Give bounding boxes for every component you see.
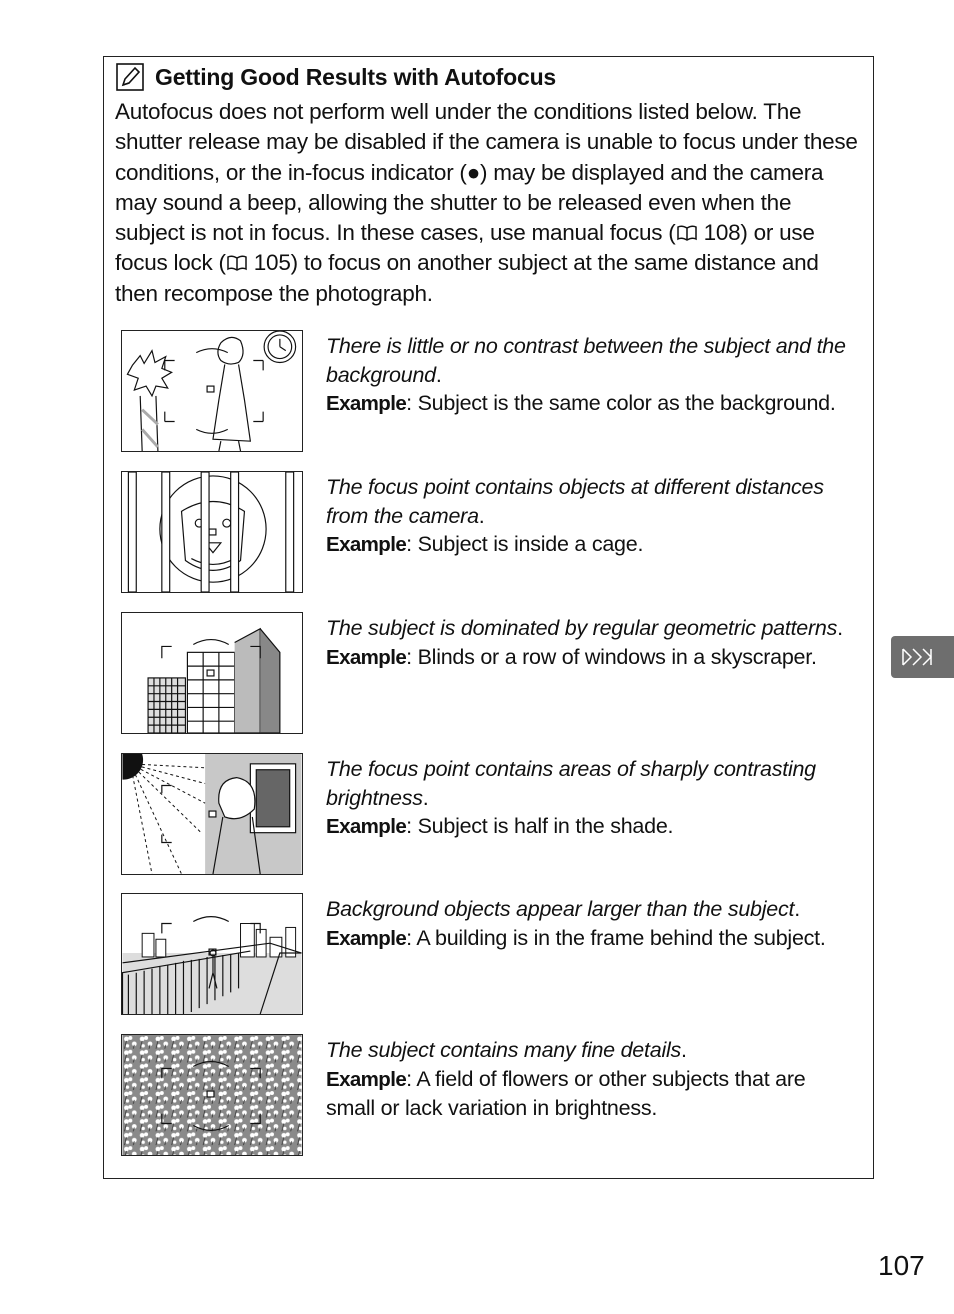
flower-field-illustration (121, 1034, 303, 1156)
condition-title: Background objects appear larger than the subject. (326, 897, 800, 921)
page-reference-icon (676, 224, 698, 242)
condition-title: The subject is dominated by regular geometric patterns. (326, 616, 843, 640)
condition-row (121, 1034, 861, 1158)
condition-row (121, 471, 861, 595)
intro-text-a: Autofocus does not perform well under the conditions listed below. The shutter release may be disabled if the camera is unable to focus under these conditions, or the in-focus indicator ( (115, 99, 858, 185)
condition-text (326, 332, 846, 419)
condition-text (326, 1036, 846, 1123)
condition-title: The focus point contains areas of sharply contrasting brightness. (326, 757, 816, 810)
shade-illustration (121, 753, 303, 875)
cage-illustration (121, 471, 303, 593)
condition-text (326, 755, 846, 842)
note-title: Getting Good Results with Autofocus (155, 63, 557, 90)
condition-example: Example: Subject is half in the shade. (326, 814, 674, 839)
note-box (103, 56, 874, 1179)
intro-ref-focus-lock: 105) to focus on another subject at the same distance and then recompose the photograph. (115, 250, 819, 306)
note-header (116, 63, 556, 91)
chapter-side-tab (891, 636, 954, 678)
condition-example: Example: Blinds or a row of windows in a skyscraper. (326, 644, 817, 669)
pencil-note-icon (116, 63, 144, 91)
shooting-chapter-icon (901, 646, 933, 668)
condition-text (326, 614, 846, 672)
condition-text (326, 895, 846, 953)
condition-title: The focus point contains objects at different distances from the camera. (326, 475, 824, 528)
in-focus-indicator-icon: ● (466, 159, 481, 185)
low-contrast-illustration (121, 330, 303, 452)
condition-text (326, 473, 846, 560)
condition-example: Example: A building is in the frame behind the subject. (326, 925, 826, 950)
intro-paragraph (115, 97, 863, 309)
background-building-illustration (121, 893, 303, 1015)
page-reference-icon (226, 254, 248, 272)
intro-text-b: ) may be displayed and the camera may sound a beep, allowing the shutter to be released even when the subject is not in focus. In these cases, use manual focus ( (115, 159, 824, 246)
condition-title: There is little or no contrast between the subject and the background. (326, 334, 846, 387)
skyscraper-illustration (121, 612, 303, 734)
condition-example: Example: Subject is inside a cage. (326, 532, 644, 557)
condition-example: Example: A field of flowers or other subjects that are small or lack variation in brightness. (326, 1066, 806, 1121)
intro-ref-manual-focus: 108) or use focus lock ( (115, 220, 815, 276)
condition-row (121, 893, 861, 1017)
condition-row (121, 612, 861, 736)
condition-row (121, 330, 861, 454)
condition-example: Example: Subject is the same color as the background. (326, 391, 836, 416)
page-number: 107 (878, 1250, 925, 1281)
condition-title: The subject contains many fine details. (326, 1038, 687, 1062)
condition-row (121, 753, 861, 877)
